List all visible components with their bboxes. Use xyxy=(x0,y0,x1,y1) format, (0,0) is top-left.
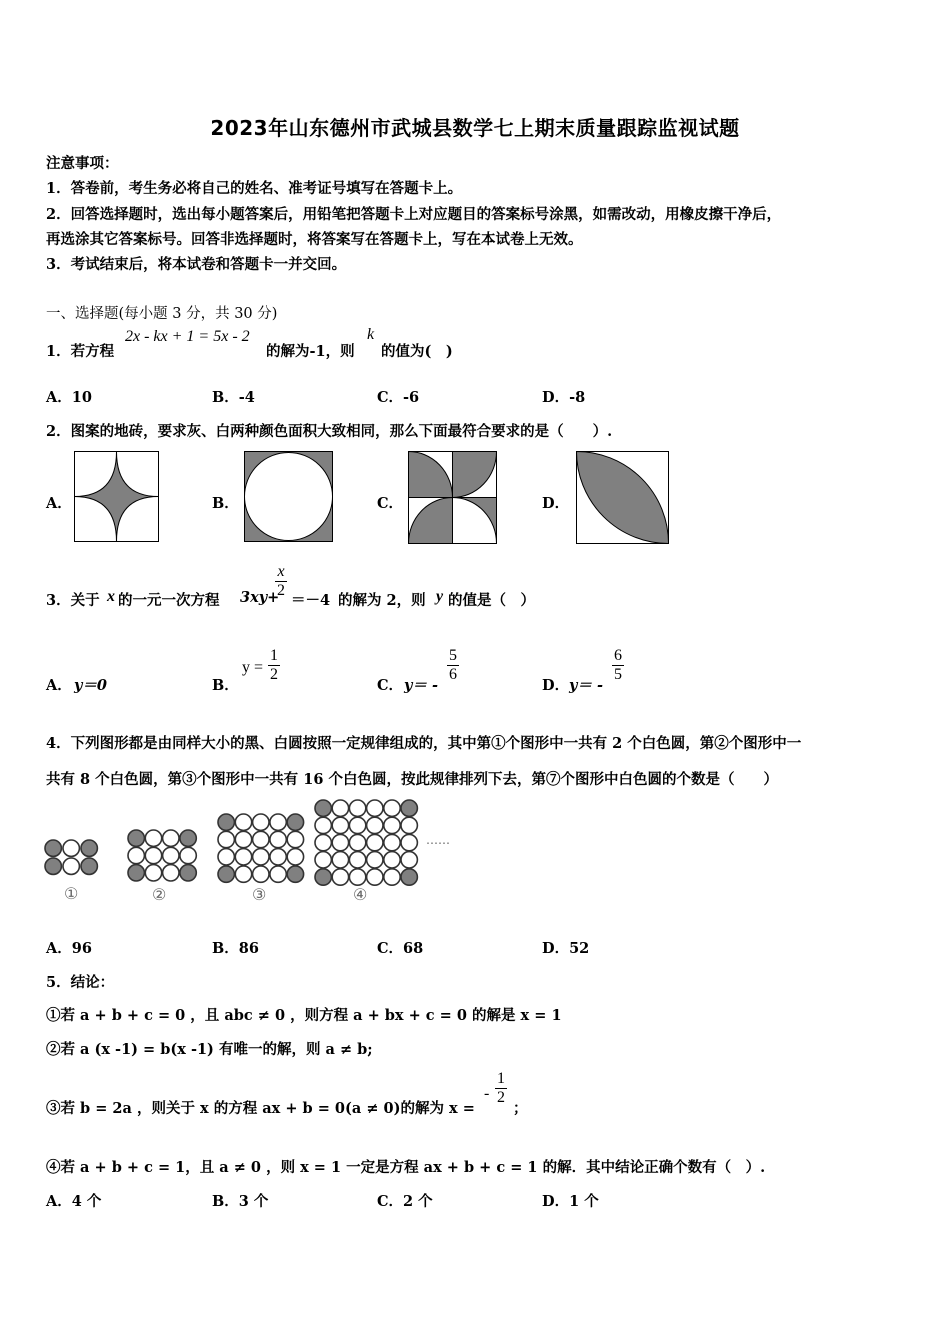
black-circle xyxy=(315,800,331,816)
black-circle xyxy=(81,858,97,874)
q3-rhs: ＝－4 xyxy=(291,592,331,609)
q3-var-y: y xyxy=(436,588,444,605)
black-circle xyxy=(128,865,144,881)
q3-frac-den: 2 xyxy=(277,582,285,599)
white-circle xyxy=(253,814,269,830)
white-circle xyxy=(63,858,79,874)
white-circle xyxy=(253,831,269,847)
white-circle xyxy=(401,817,417,833)
white-circle xyxy=(384,834,400,850)
white-circle xyxy=(384,817,400,833)
white-circle xyxy=(332,869,348,885)
q2-label-c[interactable]: C． xyxy=(377,495,404,512)
q3-option-d-pre: y＝ - xyxy=(569,677,603,694)
q2-label-d[interactable]: D． xyxy=(542,495,570,512)
q3-option-a-value: y＝0 xyxy=(74,677,108,694)
white-circle xyxy=(253,866,269,882)
q5-statement-1: ①若 a + b + c = 0 ，且 abc ≠ 0 ，则方程 a + bx + c = 0 的解是 x = 1 xyxy=(46,1007,562,1024)
black-circle xyxy=(401,869,417,885)
white-circle xyxy=(384,852,400,868)
white-circle xyxy=(349,834,365,850)
white-circle xyxy=(145,830,161,846)
q2-text: 2．图案的地砖，要求灰、白两种颜色面积大致相同，那么下面最符合要求的是（ ）. xyxy=(46,423,613,440)
page-title: 2023年山东德州市武城县数学七上期末质量跟踪监视试题 xyxy=(210,116,740,140)
black-circle xyxy=(218,814,234,830)
q1-middle: 的解为-1，则 xyxy=(266,343,355,360)
notice-heading: 注意事项： xyxy=(46,155,119,172)
white-circle xyxy=(163,865,179,881)
q1-equation: 2x - kx + 1 = 5x - 2 xyxy=(125,328,250,345)
notice-item: 1．答卷前，考生务必将自己的姓名、准考证号填写在答题卡上。 xyxy=(46,180,463,197)
q2-label-a[interactable]: A． xyxy=(46,495,72,512)
q4-option-a[interactable]: A．96 xyxy=(46,940,92,957)
white-circle xyxy=(349,869,365,885)
black-circle xyxy=(128,830,144,846)
q5-option-b[interactable]: B．3 个 xyxy=(212,1193,269,1210)
q3-option-a-label[interactable]: A． xyxy=(46,677,72,694)
white-circle xyxy=(145,847,161,863)
q1-prefix: 1．若方程 xyxy=(46,343,115,360)
white-circle xyxy=(180,847,196,863)
fraction-den: 2 xyxy=(497,1089,505,1106)
white-circle xyxy=(235,814,251,830)
white-circle xyxy=(367,869,383,885)
q3-option-d-label[interactable]: D． xyxy=(542,677,570,694)
q4-option-d[interactable]: D．52 xyxy=(542,940,590,957)
white-circle xyxy=(384,800,400,816)
white-circle xyxy=(218,849,234,865)
q3-option-b-pre: y = xyxy=(242,659,264,676)
q3-option-b-label[interactable]: B． xyxy=(212,677,239,694)
white-circle xyxy=(287,831,303,847)
q1-option-c[interactable]: C．-6 xyxy=(377,389,420,406)
white-circle xyxy=(163,847,179,863)
white-circle xyxy=(367,817,383,833)
white-circle xyxy=(367,852,383,868)
black-circle xyxy=(180,865,196,881)
q3-middle: 的一元一次方程 xyxy=(118,592,220,609)
black-circle xyxy=(45,858,61,874)
black-circle xyxy=(401,800,417,816)
white-circle xyxy=(235,831,251,847)
black-circle xyxy=(218,866,234,882)
white-circle xyxy=(332,852,348,868)
white-circle xyxy=(218,831,234,847)
notice-item: 再选涂其它答案标号。回答非选择题时，将答案写在答题卡上，写在本试卷上无效。 xyxy=(46,231,583,248)
q1-option-b[interactable]: B．-4 xyxy=(212,389,255,406)
figure-label-3: ③ xyxy=(252,885,267,904)
white-circle xyxy=(128,847,144,863)
white-circle xyxy=(367,800,383,816)
q3-after: 的解为 2，则 xyxy=(338,592,426,609)
white-circle xyxy=(235,866,251,882)
q3-option-c-pre: y＝ - xyxy=(404,677,438,694)
white-circle xyxy=(349,800,365,816)
q5-option-d[interactable]: D．1 个 xyxy=(542,1193,599,1210)
figure-ellipsis: …… xyxy=(426,833,450,847)
white-circle xyxy=(145,865,161,881)
fraction-num: 1 xyxy=(270,647,278,664)
white-circle xyxy=(332,834,348,850)
white-circle xyxy=(270,849,286,865)
white-circle xyxy=(235,849,251,865)
q5-statement-2: ②若 a (x -1) = b(x -1) 有唯一的解，则 a ≠ b; xyxy=(46,1041,373,1058)
q4-line1: 4．下列图形都是由同样大小的黑、白圆按照一定规律组成的，其中第①个图形中一共有 2 个白色圆，第②个图形中一 xyxy=(46,735,802,752)
fraction-num: 1 xyxy=(497,1070,505,1087)
fraction-den: 2 xyxy=(270,666,278,683)
q3-var-x: x xyxy=(107,588,115,605)
figure-label-2: ② xyxy=(152,885,167,904)
fraction-num: 6 xyxy=(614,647,622,664)
notice-item: 2．回答选择题时，选出每小题答案后，用铅笔把答题卡上对应题目的答案标号涂黑，如需改动，用橡皮擦干净后， xyxy=(46,206,782,223)
white-circle xyxy=(315,852,331,868)
white-circle xyxy=(349,817,365,833)
black-circle xyxy=(81,840,97,856)
fraction-den: 5 xyxy=(614,666,622,683)
q1-var: k xyxy=(367,326,375,343)
q3-lhs: 3xy+ xyxy=(240,589,280,606)
figure-label-1: ① xyxy=(64,884,79,903)
white-circle xyxy=(270,831,286,847)
section-heading: 一、选择题(每小题 3 分，共 30 分) xyxy=(46,306,278,322)
q5-statement-3-fraction xyxy=(495,1070,507,1107)
q5-option-c[interactable]: C．2 个 xyxy=(377,1193,433,1210)
q4-option-c[interactable]: C．68 xyxy=(377,940,424,957)
white-circle xyxy=(332,817,348,833)
q5-statement-4: ④若 a + b + c = 1，且 a ≠ 0 ，则 x = 1 一定是方程 ax + b + c = 1 的解．其中结论正确个数有（ ）. xyxy=(46,1159,766,1176)
q1-option-d[interactable]: D．-8 xyxy=(542,389,586,406)
white-circle xyxy=(63,840,79,856)
white-circle xyxy=(367,834,383,850)
black-circle xyxy=(45,840,61,856)
white-circle xyxy=(163,830,179,846)
black-circle xyxy=(287,866,303,882)
q3-frac-num: x xyxy=(277,563,285,580)
q5-heading: 5．结论： xyxy=(46,974,115,991)
q5-statement-3-end: ； xyxy=(513,1100,528,1117)
q4-option-b[interactable]: B．86 xyxy=(212,940,259,957)
white-circle xyxy=(349,852,365,868)
white-circle xyxy=(287,849,303,865)
white-circle xyxy=(401,834,417,850)
white-circle xyxy=(315,834,331,850)
white-circle xyxy=(315,817,331,833)
q4-line2: 共有 8 个白色圆，第③个图形中一共有 16 个白色圆，按此规律排列下去，第⑦个图形中白色圆的个数是（ ） xyxy=(46,771,778,788)
white-circle xyxy=(332,800,348,816)
fraction-num: 5 xyxy=(449,647,457,664)
q1-option-a[interactable]: A．10 xyxy=(46,389,92,406)
white-circle xyxy=(401,852,417,868)
white-circle xyxy=(384,869,400,885)
white-circle xyxy=(270,814,286,830)
notice-item: 3．考试结束后，将本试卷和答题卡一并交回。 xyxy=(46,256,347,273)
q5-statement-3: ③若 b = 2a ，则关于 x 的方程 ax + b = 0(a ≠ 0)的解为 x = xyxy=(46,1100,475,1117)
figure-label-4: ④ xyxy=(353,885,368,904)
q5-statement-3-sign: - xyxy=(484,1085,490,1102)
fraction-den: 6 xyxy=(449,666,457,683)
q2-label-b[interactable]: B． xyxy=(212,495,239,512)
q3-prefix: 3．关于 xyxy=(46,592,100,609)
black-circle xyxy=(180,830,196,846)
white-circle xyxy=(253,849,269,865)
q1-suffix: 的值为( ) xyxy=(381,343,453,360)
white-circle xyxy=(270,866,286,882)
q3-option-c-label[interactable]: C． xyxy=(377,677,404,694)
q3-suffix: 的值是（ ） xyxy=(448,592,535,609)
black-circle xyxy=(315,869,331,885)
black-circle xyxy=(287,814,303,830)
q5-option-a[interactable]: A．4 个 xyxy=(46,1193,102,1210)
